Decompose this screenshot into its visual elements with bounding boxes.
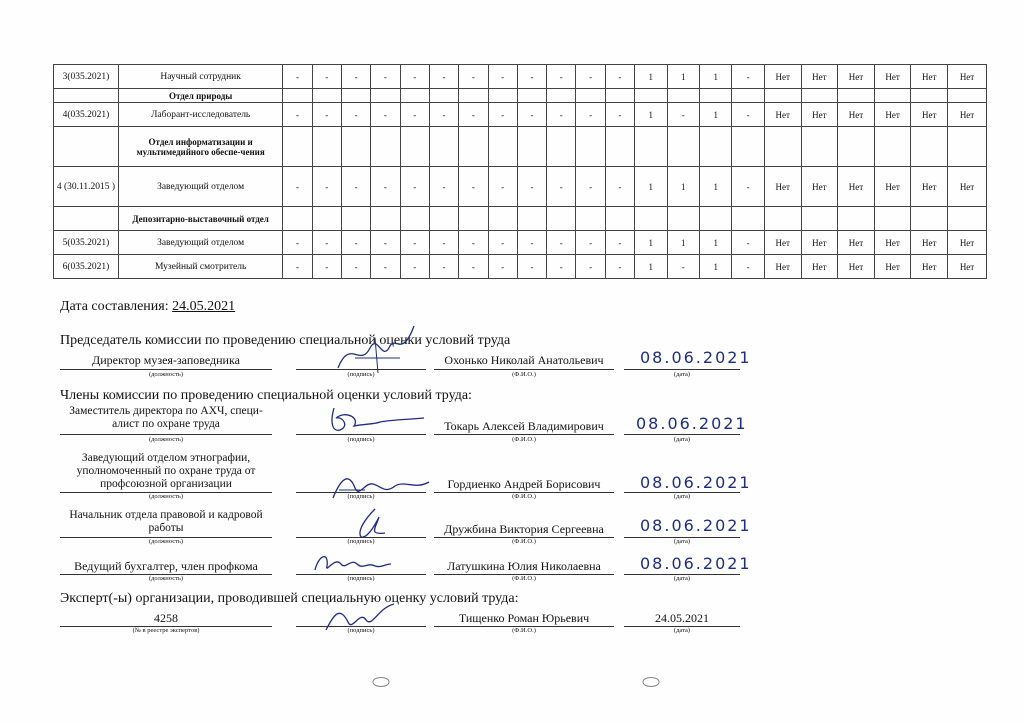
row-number-cell [54, 89, 119, 103]
empty-cell [801, 207, 838, 231]
member-4-position: Ведущий бухгалтер, член профкома [74, 559, 258, 573]
flag-cell: Нет [764, 103, 801, 127]
flag-cell: Нет [948, 167, 987, 207]
member-2-signature-caption: (подпись) [347, 493, 375, 500]
empty-cell [605, 127, 634, 167]
member-3-position: Начальник отдела правовой и кадровой работы [69, 509, 263, 534]
factor-cell: - [283, 255, 312, 279]
member-2-fio-caption: (Ф.И.О.) [512, 493, 536, 500]
empty-cell [576, 89, 605, 103]
empty-cell [429, 207, 458, 231]
row-number-cell: 6(035.2021) [54, 255, 119, 279]
factor-cell: - [547, 167, 576, 207]
factor-cell: - [341, 255, 370, 279]
factor-cell: - [283, 65, 312, 89]
empty-cell [341, 127, 370, 167]
flag-cell: Нет [911, 167, 948, 207]
flag-cell: Нет [911, 103, 948, 127]
factor-cell: - [429, 255, 458, 279]
factor-cell: - [576, 65, 605, 89]
factor-cell: - [371, 167, 400, 207]
flag-cell: Нет [874, 103, 911, 127]
member-4-signature-caption: (подпись) [347, 575, 375, 582]
factor-cell: - [283, 103, 312, 127]
department-name: Депозитарно-выставочный отдел [118, 207, 282, 231]
empty-cell [547, 127, 576, 167]
expert-date: 24.05.2021 [655, 611, 709, 625]
factor-cell: - [488, 231, 517, 255]
empty-cell [911, 207, 948, 231]
factor-cell: - [312, 255, 341, 279]
chairman-fio-caption: (Ф.И.О.) [512, 371, 536, 378]
member-1-date: 08.06.2021 [636, 414, 748, 433]
empty-cell [283, 127, 312, 167]
factor-cell: - [341, 103, 370, 127]
member-3-fio-caption: (Ф.И.О.) [512, 538, 536, 545]
member-3-date-caption: (дата) [673, 538, 691, 545]
factor-cell: - [429, 167, 458, 207]
empty-cell [911, 127, 948, 167]
factor-cell: - [517, 65, 546, 89]
table-row [54, 103, 987, 127]
empty-cell [801, 127, 838, 167]
chairman-position: Директор музея-заповедника [92, 353, 240, 367]
empty-cell [732, 207, 764, 231]
factor-cell: - [488, 103, 517, 127]
empty-cell [764, 89, 801, 103]
member-1-signature-caption: (подпись) [347, 436, 375, 443]
empty-cell [312, 89, 341, 103]
row-number-cell [54, 127, 119, 167]
empty-cell [699, 127, 731, 167]
table-row [54, 231, 987, 255]
factor-cell: - [605, 103, 634, 127]
empty-cell [547, 207, 576, 231]
empty-cell [459, 207, 488, 231]
factor-cell: - [459, 255, 488, 279]
factor-cell: - [341, 65, 370, 89]
table-row [54, 167, 987, 207]
members-heading: Члены комиссии по проведению специальной оценки условий труда: [60, 388, 472, 403]
flag-cell: Нет [911, 231, 948, 255]
value-cell: - [732, 65, 764, 89]
empty-cell [874, 127, 911, 167]
empty-cell [699, 89, 731, 103]
empty-cell [488, 89, 517, 103]
member-2-date: 08.06.2021 [640, 473, 752, 492]
empty-cell [948, 207, 987, 231]
department-row [54, 127, 987, 167]
row-number-cell: 5(035.2021) [54, 231, 119, 255]
value-cell: 1 [635, 103, 667, 127]
member-1-position-caption: (должность) [148, 436, 184, 443]
factor-cell: - [341, 231, 370, 255]
member-4-signature [305, 548, 395, 578]
value-cell: - [732, 167, 764, 207]
expert-signature [320, 600, 400, 640]
factor-cell: - [400, 231, 429, 255]
empty-cell [371, 207, 400, 231]
staple-mark-right [640, 672, 662, 692]
empty-cell [459, 89, 488, 103]
empty-cell [732, 89, 764, 103]
factor-cell: - [517, 167, 546, 207]
factor-cell: - [605, 231, 634, 255]
empty-cell [667, 89, 699, 103]
member-1-fio-caption: (Ф.И.О.) [512, 436, 536, 443]
member-2-signature [325, 468, 435, 504]
empty-cell [635, 127, 667, 167]
position-name: Научный сотрудник [118, 65, 282, 89]
member-4-date-caption: (дата) [673, 575, 691, 582]
expert-fio: Тищенко Роман Юрьевич [458, 611, 590, 625]
value-cell: - [732, 231, 764, 255]
flag-cell: Нет [948, 255, 987, 279]
factor-cell: - [576, 231, 605, 255]
empty-cell [547, 89, 576, 103]
factor-cell: - [429, 103, 458, 127]
flag-cell: Нет [838, 103, 875, 127]
flag-cell: Нет [874, 167, 911, 207]
row-number-cell: 4 (30.11.2015 ) [54, 167, 119, 207]
member-2-position: Заведующий отделом этнографии, уполномоченный по охране труда от профсоюзной организации [76, 452, 256, 490]
factor-cell: - [547, 103, 576, 127]
empty-cell [732, 127, 764, 167]
empty-cell [488, 127, 517, 167]
compile-date-line [60, 299, 235, 315]
department-name: Отдел природы [118, 89, 282, 103]
member-1-fio: Токарь Алексей Владимирович [444, 419, 604, 433]
department-name: Отдел информатизации и мультимедийного обеспе-чения [118, 127, 282, 167]
member-2-position-caption: (должность) [148, 493, 184, 500]
empty-cell [576, 207, 605, 231]
table-row [54, 255, 987, 279]
factor-cell: - [576, 255, 605, 279]
factor-cell: - [459, 231, 488, 255]
empty-cell [400, 89, 429, 103]
factor-cell: - [605, 65, 634, 89]
value-cell: 1 [635, 255, 667, 279]
factor-cell: - [429, 231, 458, 255]
factor-cell: - [283, 167, 312, 207]
value-cell: - [667, 255, 699, 279]
flag-cell: Нет [874, 231, 911, 255]
factor-cell: - [341, 167, 370, 207]
empty-cell [635, 207, 667, 231]
factor-cell: - [283, 231, 312, 255]
expert-fio-caption: (Ф.И.О.) [512, 627, 536, 634]
value-cell: 1 [699, 255, 731, 279]
empty-cell [838, 89, 875, 103]
empty-cell [764, 207, 801, 231]
chairman-date-caption: (дата) [673, 371, 691, 378]
empty-cell [341, 89, 370, 103]
compile-date-label: Дата составления: [60, 299, 169, 314]
value-cell: 1 [667, 65, 699, 89]
member-2-fio: Гордиенко Андрей Борисович [447, 477, 601, 491]
member-3-position-caption: (должность) [148, 538, 184, 545]
member-4-fio: Латушкина Юлия Николаевна [447, 559, 601, 573]
empty-cell [874, 207, 911, 231]
empty-cell [312, 127, 341, 167]
value-cell: 1 [667, 167, 699, 207]
expert-reg-no: 4258 [154, 611, 178, 625]
empty-cell [667, 207, 699, 231]
factor-cell: - [312, 231, 341, 255]
row-number-cell [54, 207, 119, 231]
value-cell: - [667, 103, 699, 127]
expert-signature-caption: (подпись) [347, 627, 375, 634]
flag-cell: Нет [874, 65, 911, 89]
factor-cell: - [488, 255, 517, 279]
flag-cell: Нет [911, 65, 948, 89]
flag-cell: Нет [911, 255, 948, 279]
flag-cell: Нет [764, 65, 801, 89]
factor-cell: - [488, 65, 517, 89]
flag-cell: Нет [874, 255, 911, 279]
value-cell: 1 [699, 167, 731, 207]
staple-mark-left [370, 672, 392, 692]
factor-cell: - [547, 231, 576, 255]
chairman-date: 08.06.2021 [640, 348, 752, 367]
empty-cell [429, 127, 458, 167]
value-cell: 1 [699, 103, 731, 127]
empty-cell [801, 89, 838, 103]
factor-cell: - [371, 231, 400, 255]
empty-cell [911, 89, 948, 103]
flag-cell: Нет [764, 255, 801, 279]
flag-cell: Нет [948, 65, 987, 89]
factor-cell: - [429, 65, 458, 89]
empty-cell [400, 127, 429, 167]
factor-cell: - [400, 103, 429, 127]
flag-cell: Нет [801, 65, 838, 89]
empty-cell [341, 207, 370, 231]
empty-cell [838, 127, 875, 167]
value-cell: - [732, 255, 764, 279]
factor-cell: - [400, 65, 429, 89]
factor-cell: - [400, 255, 429, 279]
empty-cell [400, 207, 429, 231]
empty-cell [312, 207, 341, 231]
flag-cell: Нет [801, 103, 838, 127]
expert-heading: Эксперт(-ы) организации, проводившей специальную оценку условий труда: [60, 591, 519, 606]
empty-cell [838, 207, 875, 231]
flag-cell: Нет [948, 231, 987, 255]
factor-cell: - [459, 103, 488, 127]
empty-cell [517, 89, 546, 103]
empty-cell [429, 89, 458, 103]
flag-cell: Нет [764, 231, 801, 255]
flag-cell: Нет [838, 231, 875, 255]
factor-cell: - [400, 167, 429, 207]
chairman-fio: Охонько Николай Анатольевич [444, 353, 604, 367]
factor-cell: - [371, 65, 400, 89]
member-1-date-caption: (дата) [673, 436, 691, 443]
expert-date-caption: (дата) [673, 627, 691, 634]
empty-cell [576, 127, 605, 167]
factor-cell: - [459, 65, 488, 89]
position-name: Заведующий отделом [118, 167, 282, 207]
sout-results-table [53, 64, 987, 279]
department-row [54, 207, 987, 231]
factor-cell: - [371, 255, 400, 279]
empty-cell [283, 89, 312, 103]
member-3-date: 08.06.2021 [640, 516, 752, 535]
value-cell: 1 [699, 231, 731, 255]
department-row [54, 89, 987, 103]
value-cell: 1 [635, 167, 667, 207]
value-cell: 1 [635, 231, 667, 255]
empty-cell [371, 89, 400, 103]
member-4-position-caption: (должность) [148, 575, 184, 582]
member-4-fio-caption: (Ф.И.О.) [512, 575, 536, 582]
empty-cell [283, 207, 312, 231]
flag-cell: Нет [764, 167, 801, 207]
factor-cell: - [517, 255, 546, 279]
member-1-signature [320, 402, 430, 440]
factor-cell: - [517, 103, 546, 127]
empty-cell [764, 127, 801, 167]
chairman-signature-caption: (подпись) [347, 371, 375, 378]
chairman-heading: Председатель комиссии по проведению специальной оценки условий труда [60, 333, 511, 348]
value-cell: - [732, 103, 764, 127]
flag-cell: Нет [838, 167, 875, 207]
factor-cell: - [547, 65, 576, 89]
flag-cell: Нет [838, 65, 875, 89]
factor-cell: - [576, 167, 605, 207]
factor-cell: - [371, 103, 400, 127]
row-number-cell: 3(035.2021) [54, 65, 119, 89]
position-name: Лаборант-исследователь [118, 103, 282, 127]
flag-cell: Нет [801, 255, 838, 279]
factor-cell: - [312, 167, 341, 207]
factor-cell: - [517, 231, 546, 255]
empty-cell [459, 127, 488, 167]
compile-date-value: 24.05.2021 [172, 299, 236, 314]
member-3-signature-caption: (подпись) [347, 538, 375, 545]
empty-cell [667, 127, 699, 167]
empty-cell [517, 207, 546, 231]
chairman-signature [330, 318, 420, 378]
row-number-cell: 4(035.2021) [54, 103, 119, 127]
empty-cell [948, 89, 987, 103]
member-3-signature [345, 505, 395, 543]
value-cell: 1 [699, 65, 731, 89]
value-cell: 1 [667, 231, 699, 255]
factor-cell: - [488, 167, 517, 207]
factor-cell: - [576, 103, 605, 127]
chairman-position-caption: (должность) [148, 371, 184, 378]
flag-cell: Нет [948, 103, 987, 127]
member-3-fio: Дружбина Виктория Сергеевна [444, 522, 604, 536]
empty-cell [371, 127, 400, 167]
empty-cell [948, 127, 987, 167]
factor-cell: - [605, 255, 634, 279]
member-2-date-caption: (дата) [673, 493, 691, 500]
flag-cell: Нет [801, 231, 838, 255]
factor-cell: - [547, 255, 576, 279]
empty-cell [874, 89, 911, 103]
flag-cell: Нет [838, 255, 875, 279]
table-row [54, 65, 987, 89]
value-cell: 1 [635, 65, 667, 89]
expert-reg-caption: (№ в реестре экспертов) [132, 627, 200, 634]
position-name: Заведующий отделом [118, 231, 282, 255]
flag-cell: Нет [801, 167, 838, 207]
empty-cell [699, 207, 731, 231]
empty-cell [605, 89, 634, 103]
factor-cell: - [312, 65, 341, 89]
empty-cell [517, 127, 546, 167]
member-1-position: Заместитель директора по АХЧ, специ-алист по охране труда [69, 405, 263, 430]
factor-cell: - [312, 103, 341, 127]
factor-cell: - [605, 167, 634, 207]
factor-cell: - [459, 167, 488, 207]
member-4-date: 08.06.2021 [640, 554, 752, 573]
empty-cell [635, 89, 667, 103]
empty-cell [488, 207, 517, 231]
position-name: Музейный смотритель [118, 255, 282, 279]
empty-cell [605, 207, 634, 231]
